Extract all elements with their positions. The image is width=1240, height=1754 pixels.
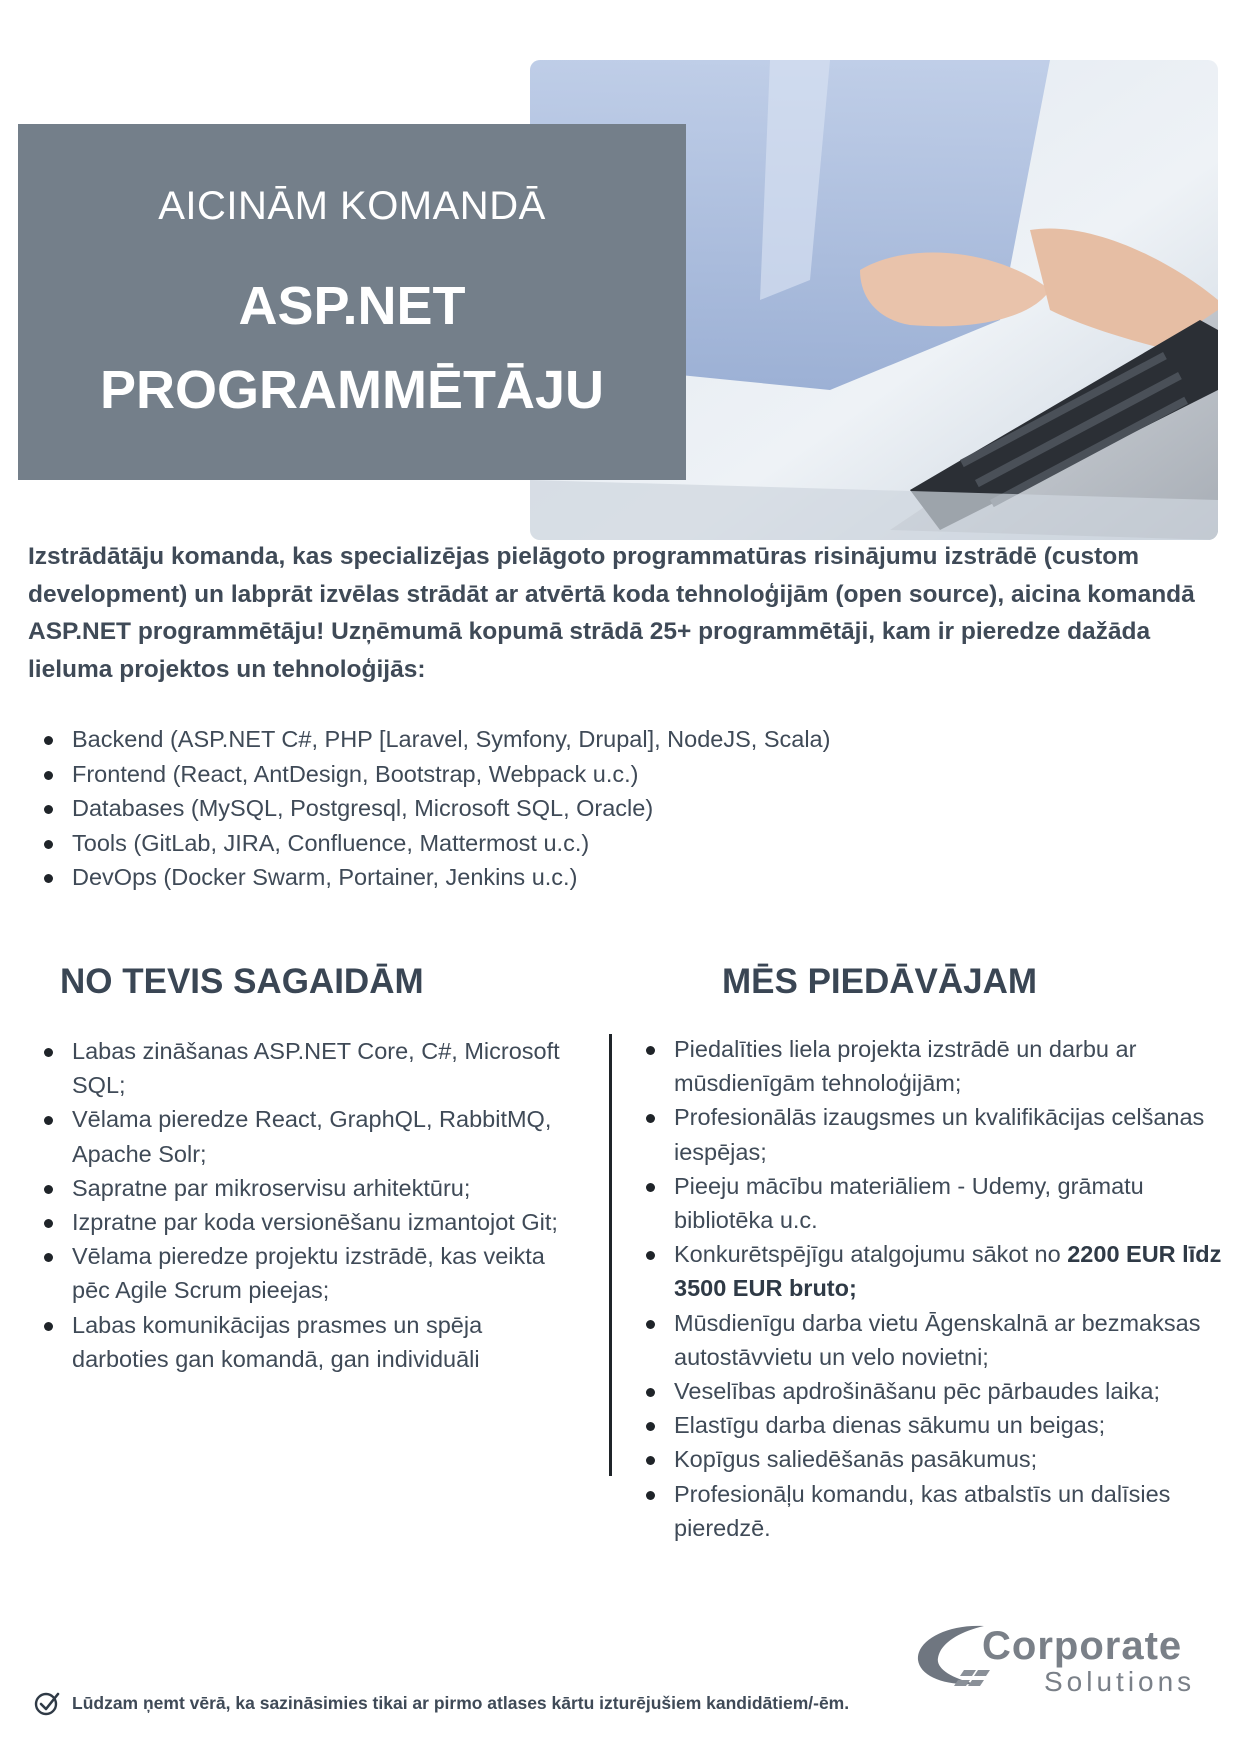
list-item: Labas komunikācijas prasmes un spēja darboties gan komandā, gan individuāli (44, 1308, 584, 1376)
column-divider (609, 1034, 612, 1476)
list-item: Frontend (React, AntDesign, Bootstrap, Webpack u.c.) (44, 757, 1144, 792)
intro-paragraph: Izstrādātāju komanda, kas specializējas pielāgoto programmatūras risinājumu izstrādē (custom development) un labprāt izvēlas strādāt ar atvērtā koda tehnoloģijām (open source), aicina komandā ASP.NET programmētāju! Uzņēmumā kopumā strādā 25+ programmētāji, kam ir pieredze dažāda lieluma projektos un tehnoloģijās: (28, 543, 1195, 683)
hero-title-line2: PROGRAMMĒTĀJU (99, 360, 604, 420)
salary-item (646, 1237, 1226, 1305)
hero-title-box (18, 124, 686, 480)
list-item: Vēlama pieredze React, GraphQL, RabbitMQ, Apache Solr; (44, 1102, 584, 1170)
logo-word-solutions: Solutions (1044, 1666, 1196, 1697)
footer-note: Lūdzam ņemt vērā, ka sazināsimies tikai ar pirmo atlases kārtu izturējušiem kandidātiem/-ēm. (72, 1692, 850, 1713)
logo-word-corporate: Corporate (982, 1624, 1183, 1668)
footer (34, 1690, 849, 1716)
requirements-heading: NO TEVIS SAGAIDĀM (60, 962, 424, 1001)
list-item: Profesionālās izaugsmes un kvalifikācijas celšanas iespējas; (646, 1100, 1226, 1168)
salary-prefix: Konkurētspējīgu atalgojumu sākot no (674, 1241, 1068, 1268)
list-item: Pieeju mācību materiāliem - Udemy, grāmatu bibliotēka u.c. (646, 1169, 1226, 1237)
list-item: Vēlama pieredze projektu izstrādē, kas veikta pēc Agile Scrum pieejas; (44, 1239, 584, 1307)
hero-title-line1: ASP.NET (238, 276, 466, 336)
hero-title (18, 264, 686, 432)
list-item: Piedalīties liela projekta izstrādē un darbu ar mūsdienīgām tehnoloģijām; (646, 1032, 1226, 1100)
hero-kicker: AICINĀM KOMANDĀ (158, 184, 546, 228)
list-item: Profesionāļu komandu, kas atbalstīs un dalīsies pieredzē. (646, 1477, 1226, 1545)
tech-stack-list (44, 722, 1144, 895)
list-item: Kopīgus saliedēšanās pasākumus; (646, 1442, 1226, 1476)
list-item: Databases (MySQL, Postgresql, Microsoft SQL, Oracle) (44, 791, 1144, 826)
list-item: Mūsdienīgu darba vietu Āgenskalnā ar bezmaksas autostāvvietu un velo novietni; (646, 1306, 1226, 1374)
list-item: Backend (ASP.NET C#, PHP [Laravel, Symfony, Drupal], NodeJS, Scala) (44, 722, 1144, 757)
list-item: Labas zināšanas ASP.NET Core, C#, Microsoft SQL; (44, 1034, 584, 1102)
list-item: DevOps (Docker Swarm, Portainer, Jenkins u.c.) (44, 860, 1144, 895)
requirements-list (44, 1034, 584, 1376)
list-item: Elastīgu darba dienas sākumu un beigas; (646, 1408, 1226, 1442)
corporate-solutions-logo (914, 1620, 1214, 1700)
list-item: Tools (GitLab, JIRA, Confluence, Mattermost u.c.) (44, 826, 1144, 861)
salary-range: 2200 EUR līdz 3500 EUR bruto; (674, 1241, 1222, 1302)
list-item: Sapratne par mikroservisu arhitektūru; (44, 1171, 584, 1205)
list-item: Izpratne par koda versionēšanu izmantojot Git; (44, 1205, 584, 1239)
offer-heading: MĒS PIEDĀVĀJAM (722, 962, 1038, 1001)
check-circle-icon (34, 1690, 60, 1716)
list-item: Veselības apdrošināšanu pēc pārbaudes laika; (646, 1374, 1226, 1408)
offer-list (646, 1032, 1226, 1545)
